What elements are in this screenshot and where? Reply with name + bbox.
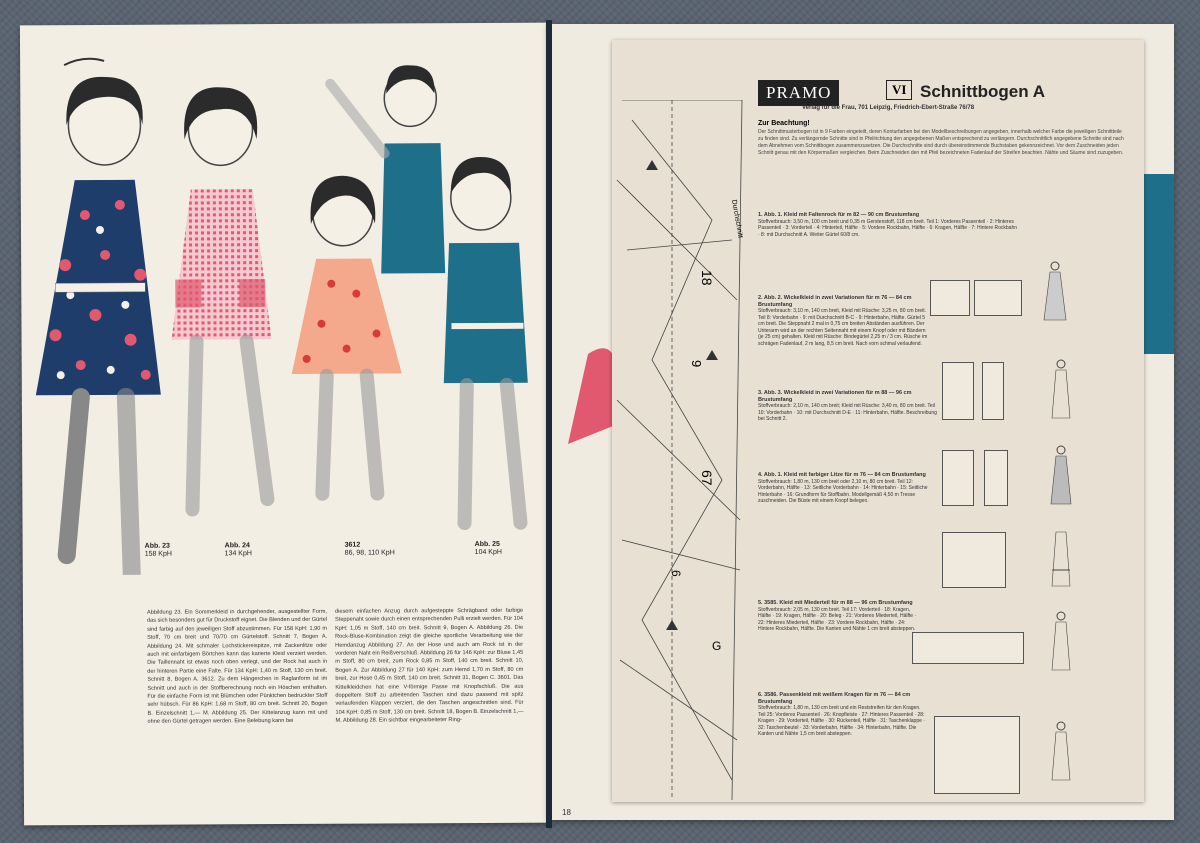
section-3: 3. Abb. 3. Wickelkleid in zwei Variationen für m 88 — 96 cm Brustumfang Stoffverbrauch: 2,10 m, 140 cm breit; Kleid mit Rüsche: 3,40 m, 80 cm breit. Teil 10: Vorderbahn · 10: mit Durchschnitt D-E · 11: Hinterbahn, Hälfte. Beschreibung bei Schnitt 2. bbox=[758, 390, 937, 422]
section-5: 5. 3585. Kleid mit Miederteil für m 88 — 96 cm Brustumfang Stoffverbrauch: 2,05 m, 130 cm breit. Teil 17: Vorderteil · 18: Kragen, Hälfte · 19: Kragen, Hälfte · 20: Beleg · 21: Vorderes Miederteil, Hälfte · 22: Hinteres Miederteil, Hälfte · 23: Vordere Rockbahn, Hälfte · 24: Hintere Rockbahn, Hälfte. Die Kanten und Nähte 1 cm breit absteppen. bbox=[758, 600, 917, 632]
pattern-mark-6: 6 bbox=[669, 570, 683, 577]
pattern-thumbnail bbox=[982, 362, 1004, 420]
issue-number: VI bbox=[886, 80, 912, 100]
pattern-sheet bbox=[612, 40, 1144, 802]
section-1: 1. Abb. 1. Kleid mit Faltenrock für m 82 — 90 cm Brustumfang Stoffverbrauch: 3,50 m, 100 cm breit und 0,35 m Gerstenstoff, 118 cm breit. Teil 1: Vorderes Passenteil · 2: Hinteres Passenteil · 3: Vorderteil · 4: Hinterteil, Hälfte · 5: Vordere Rockbahn, Hälfte · 6: Kragen, Hälfte · 7: Hintere Rockbahn · 8: mit Durchschnitt A. Weiter Gürtel 60/8 cm. bbox=[758, 212, 1018, 238]
publisher-line: Verlag für die Frau, 701 Leipzig, Friedrich-Ebert-Straße 76/78 bbox=[802, 105, 975, 111]
pattern-mark-durchschnitt: Durchschnitt bbox=[730, 199, 744, 239]
pattern-thumbnail bbox=[934, 716, 1020, 794]
model-sketch-5 bbox=[1048, 610, 1074, 672]
pattern-thumbnail bbox=[984, 450, 1008, 506]
figure-boy-teal-suit bbox=[421, 143, 553, 544]
caption-3612: 3612 86, 98, 110 KpH bbox=[344, 541, 395, 557]
caption-abb-23: Abb. 23 158 KpH bbox=[144, 542, 172, 558]
left-page bbox=[20, 23, 550, 826]
note-heading: Zur Beachtung! bbox=[758, 120, 810, 127]
section-2: 2. Abb. 2. Wickelkleid in zwei Variationen für m 76 — 84 cm Brustumfang Stoffverbrauch: 3,10 m, 140 cm breit, Kleid mit Rüsche: 3,25 m, 80 cm breit. Teil 8: Vorderbahn · 9: mit Durchschnitt B-C · 9: Hinterbahn, Hälfte. Gürtel 5 cm breit. Die Steppnaht 2 mal in 0,75 cm breiten Abständen ausführen. Der Unterarm wird an der rechten Seitennaht mit einem Knopf oder mit Bändern (je 25 cm) gehalten. Kleid mit Rüsche: Bindegürtel 2,25 m / 3 cm. Rüsche im schrägen Fadenlauf, 2 m lang, 8,5 cm breit. Nach vorn schmal verlaufend. bbox=[758, 295, 928, 347]
brand-logo: PRAMO bbox=[758, 80, 839, 106]
pattern-thumbnail bbox=[942, 532, 1006, 588]
caption-abb-25: Abb. 25 104 KpH bbox=[474, 540, 502, 557]
book-gutter bbox=[546, 20, 552, 828]
pattern-thumbnail bbox=[942, 450, 974, 506]
model-sketch-2 bbox=[1048, 358, 1074, 420]
pattern-mark-18: 18 bbox=[699, 270, 715, 286]
model-sketch-4 bbox=[1048, 526, 1074, 588]
body-text-column-2: diesem einfachen Anzug durch aufgesteppte Schrägband oder farbige Steppenaht sowie durch einen entsprechenden Pulli erzielt werden. Für 104 KpH: 1,05 m Stoff, 140 cm breit. Schnitt 9, Bogen A. Abbildung 26. Die Rock-Bluse-Kombination zeigt die gleiche sportliche Verarbeitung wie der Hemdanzug Abbildung 27. An der Hose und auch am Rock ist in der vorderen Naht ein Reißverschluß. Abbildung 26 für 146 KpH: zur Bluse 1,45 m Stoff, 80 cm breit, zum Rock 0,85 m Stoff, 140 cm breit. Schnitt 10, Bogen A. Zur Abbildung 27 für 140 KpH: zum Hemd 1,70 m Stoff, 80 cm breit, zur Hose 0,45 m Stoff, 140 cm breit. Schnitt 31, Bogen C. 3601. Das Kittelkleidchen hat eine V-förmige Passe mit Knopfschluß. Die aus doppeltem Stoff zu arbeitenden Taschen sind dazu passend mit spitz verlaufenden Klappen verziert, die den Taschen angeschnitten sind. Für 104 KpH: 0,85 m Stoff, 130 cm breit. Schnitt 18, Bogen B. Einzelschnitt 1,— M. Abbildung 28. Ein sichtbar eingearbeiteter Ring- bbox=[334, 607, 524, 725]
pattern-mark-67: 67 bbox=[699, 470, 715, 486]
section-4: 4. Abb. 1. Kleid mit farbiger Litze für m 76 — 84 cm Brustumfang Stoffverbrauch: 1,80 m, 130 cm breit oder 2,10 m, 80 cm breit. Teil 12: Vorderbahn, Hälfte · 13: Seitliche Vorderbahn · 14: Hinterbahn · 15: Seitliche Hinterbahn · 16: Grundform für Stoffbahn. Modellgemäß 4,50 m Tresse zuschneiden. Die Büste mit einem Knopf belegen. bbox=[758, 472, 928, 504]
pattern-thumbnail bbox=[974, 280, 1022, 316]
pattern-thumbnail bbox=[942, 362, 974, 420]
model-sketch-1 bbox=[1042, 260, 1068, 322]
pattern-thumbnail bbox=[912, 632, 1024, 664]
pattern-drafting-lines bbox=[612, 100, 747, 800]
model-sketch-3 bbox=[1048, 444, 1074, 506]
pattern-mark-9: 9 bbox=[689, 360, 704, 368]
section-6: 6. 3586. Passenkleid mit weißem Kragen für m 76 — 84 cm Brustumfang Stoffverbrauch: 1,80 m, 130 cm breit und ein Reststreifen für den Kragen. Teil 25: Vorderes Passenteil · 26: Knopfleiste · 27: Hinteres Passenteil · 28: Kragen · 29: Vorderteil, Hälfte · 30: Rückenteil, Hälfte · 31: Taschenklappe · 32: Taschenbeutel · 33: Vorderbahn, Hälfte · 34: Hinterbahn, Hälfte. Die Kanten und Nähte 1,5 cm breit absteppen. bbox=[758, 692, 925, 737]
pattern-thumbnail bbox=[930, 280, 970, 316]
caption-abb-24: Abb. 24 134 KpH bbox=[224, 542, 252, 558]
page-number: 18 bbox=[562, 808, 571, 817]
sheet-title: Schnittbogen A bbox=[920, 82, 1045, 101]
note-text: Der Schnittmusterbogen ist in 9 Farben eingeteilt, deren Konturfarben bei den Modellbeschreibungen angegeben, innerhalb welcher Farbe die jeweiligen Schnittteile zu finden sind. Zu verlängernde Schnitte sind in Pfeilrichtung den angegebenen Maßen entsprechend zu verlängern. Durchschnittlich angegebene Schnitte sind nach dem Abnehmen vom Schnittbogen zusammenzusetzen. Die Durchschnitte sind durch übereinstimmende Buchstaben gekennzeichnet. Vor dem Zuschneiden jeden Schnitt genau mit den Körpermaßen vergleichen. Beim Zuschneiden den mit Pfeil bezeichneten Fadenlauf der Streifen beachten. Nähte und Säume sind zuzugeben. bbox=[758, 129, 1124, 156]
model-sketch-6 bbox=[1048, 720, 1074, 782]
pattern-mark-g: G bbox=[712, 639, 722, 653]
body-text-column-1: Abbildung 23. Ein Sommerkleid in durchgehender, ausgestellter Form, das sich besonders gut für Druckstoff eignet. Die Blenden und der Gürtel sind farbig auf den jeweiligen Stoff abzustimmen. Für 158 KpH: 1,90 m Stoff, 70 cm breit und 70/70 cm Gürtelstoff. Schnitt 7, Bogen A. Abbildung 24. Mit schmaler Lochstickereispitze, mit Zackenlitze oder auch mit einfarbigem Börtchen kann das karierte Kleid verziert werden. Die Taillennaht ist etwas noch oben verlegt, und der Rock hat auch in der hinteren Partie eine Falte. Für 134 KpH: 1,40 m Stoff, 130 cm breit. Schnitt 8, Bogen A. 3612. Zu dem Hängerchen in Raglanform ist im Schnitt und auch in der Stoffberechnung noch ein Höschen enthalten. Für die einfache Form ist mit Blümchen oder Pünktchen bedruckter Stoff sehr hübsch. Für 86 KpH: 1,68 m Stoff, 80 cm breit. Schnitt 20, Bogen B. Einzelschnitt 1,— M. Abbildung 25. Der Kittelanzug kann mit und ohne den Gürtel getragen werden. Eine Belebung kann bei bbox=[146, 608, 328, 726]
boy-teal-suit-illustration bbox=[421, 143, 553, 544]
